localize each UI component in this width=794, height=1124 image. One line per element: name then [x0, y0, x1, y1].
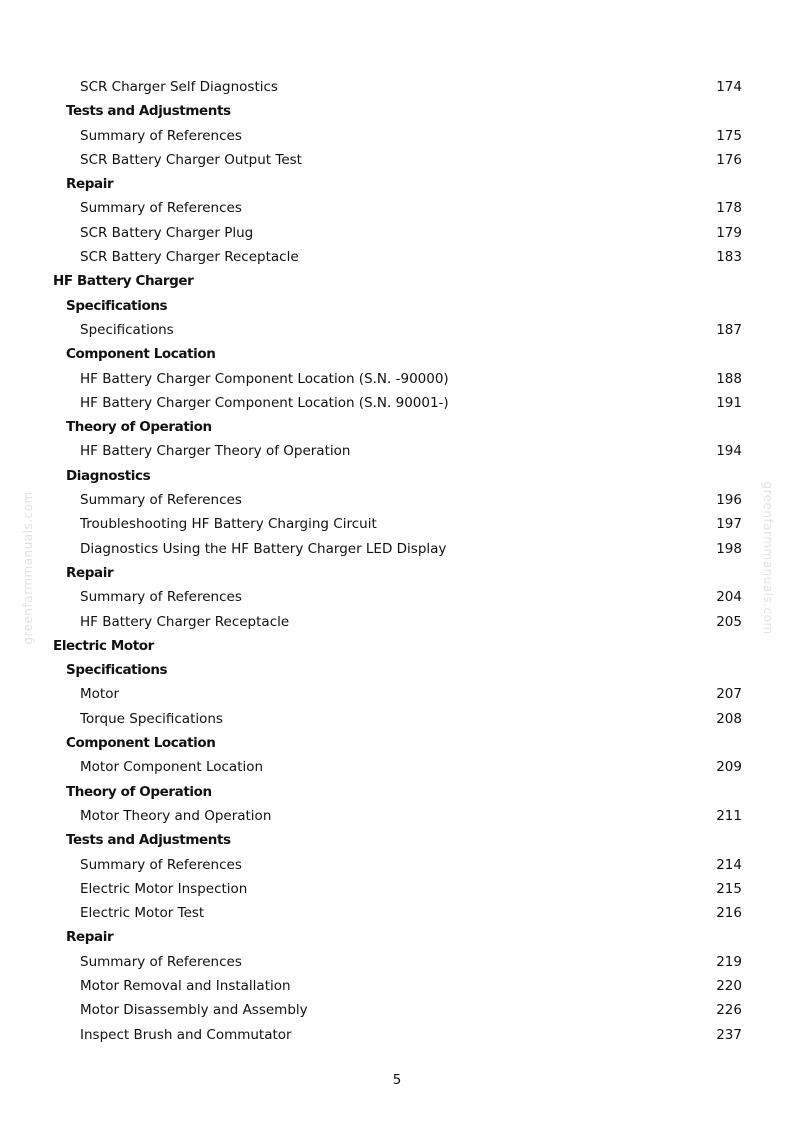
toc-entry-title: SCR Charger Self Diagnostics [80, 79, 278, 95]
toc-entry[interactable] [0, 1023, 794, 1047]
toc-chapter-title: Electric Motor [53, 637, 154, 654]
toc-entry[interactable] [0, 682, 794, 706]
toc-entry-title: Inspect Brush and Commutator [80, 1026, 292, 1043]
toc-entry[interactable] [0, 974, 794, 998]
toc-page-number: 188 [716, 370, 742, 387]
toc-entry[interactable] [0, 707, 794, 731]
toc-page-number: 179 [716, 224, 742, 241]
toc-section [0, 561, 794, 585]
toc-section [0, 172, 794, 196]
toc-section [0, 925, 794, 949]
toc-entry-title: HF Battery Charger Component Location (S.N. -90000) [80, 370, 449, 387]
toc-entry-title: Summary of References [80, 856, 242, 873]
toc-section-title: Repair [66, 176, 114, 193]
toc-entry-title: SCR Battery Charger Plug [80, 224, 254, 241]
toc-page-number: 204 [716, 589, 742, 606]
toc-page-number: 205 [716, 613, 742, 630]
toc-entry-title: Motor Disassembly and Assembly [80, 1002, 308, 1019]
toc-section [0, 464, 794, 488]
toc-chapter [0, 269, 794, 293]
toc-page-number: 196 [716, 492, 742, 509]
toc-entry[interactable] [0, 610, 794, 634]
toc-entry-title: Motor Theory and Operation [80, 807, 272, 824]
toc-page-number: 220 [716, 977, 742, 994]
toc-entry[interactable] [0, 537, 794, 561]
toc-page-number: 174 [716, 79, 742, 95]
toc-section [0, 731, 794, 755]
toc-section [0, 294, 794, 318]
toc-entry[interactable] [0, 75, 794, 99]
toc-entry-title: Summary of References [80, 127, 242, 144]
toc-entry-title: HF Battery Charger Receptacle [80, 613, 290, 630]
toc-page-number: 197 [716, 516, 742, 533]
toc-entry-title: Summary of References [80, 492, 242, 509]
toc-entry[interactable] [0, 196, 794, 220]
toc-entry[interactable] [0, 901, 794, 925]
toc-entry[interactable] [0, 950, 794, 974]
toc-section-title: Specifications [66, 662, 168, 679]
toc-entry[interactable] [0, 439, 794, 463]
toc-entry[interactable] [0, 148, 794, 172]
toc-entry-title: SCR Battery Charger Receptacle [80, 249, 299, 266]
toc-page-number: 208 [716, 710, 742, 727]
page-number: 5 [392, 1072, 402, 1088]
toc-entry[interactable] [0, 221, 794, 245]
toc-section-title: Component Location [66, 735, 216, 752]
toc-page-number: 183 [716, 249, 742, 266]
toc-entry[interactable] [0, 488, 794, 512]
toc-entry-title: HF Battery Charger Component Location (S.N. 90001-) [80, 394, 449, 411]
toc-page-number: 207 [716, 686, 742, 703]
toc-entry[interactable] [0, 804, 794, 828]
toc-entry-title: Motor Removal and Installation [80, 977, 291, 994]
toc-entry[interactable] [0, 755, 794, 779]
toc-section-title: Specifications [66, 297, 168, 314]
toc-entry[interactable] [0, 124, 794, 148]
toc-section-title: Theory of Operation [66, 783, 212, 800]
toc-page-number: 214 [716, 856, 742, 873]
toc-page-number: 176 [716, 151, 742, 168]
toc-entry[interactable] [0, 877, 794, 901]
toc-chapter-title: HF Battery Charger [53, 273, 194, 290]
toc-entry-title: Summary of References [80, 200, 242, 217]
toc-page-number: 191 [716, 394, 742, 411]
table-of-contents [0, 75, 794, 1047]
watermark-left: greenfarmmanuals.com [21, 491, 35, 645]
toc-section [0, 342, 794, 366]
toc-entry-title: SCR Battery Charger Output Test [80, 151, 302, 168]
toc-section-title: Tests and Adjustments [66, 832, 231, 849]
toc-entry-title: Torque Specifications [80, 710, 223, 727]
toc-entry-title: Summary of References [80, 589, 242, 606]
toc-entry-title: Motor Component Location [80, 759, 264, 776]
toc-page-number: 175 [716, 127, 742, 144]
toc-entry-title: Summary of References [80, 953, 242, 970]
toc-section [0, 658, 794, 682]
toc-page-number: 187 [716, 321, 742, 338]
toc-section [0, 828, 794, 852]
toc-section-title: Tests and Adjustments [66, 103, 231, 120]
toc-entry[interactable] [0, 318, 794, 342]
toc-chapter [0, 634, 794, 658]
toc-entry[interactable] [0, 998, 794, 1022]
toc-page-number: 194 [716, 443, 742, 460]
toc-page-number: 219 [716, 953, 742, 970]
toc-entry-title: Diagnostics Using the HF Battery Charger LED Display [80, 540, 447, 557]
toc-entry-title: HF Battery Charger Theory of Operation [80, 443, 351, 460]
toc-entry-title: Electric Motor Test [80, 905, 205, 922]
toc-section [0, 780, 794, 804]
toc-page-number: 226 [716, 1002, 742, 1019]
toc-section [0, 99, 794, 123]
watermark-right: greenfarmmanuals.com [761, 481, 775, 635]
toc-entry[interactable] [0, 853, 794, 877]
toc-page-number: 178 [716, 200, 742, 217]
toc-entry[interactable] [0, 245, 794, 269]
toc-section-title: Diagnostics [66, 467, 151, 484]
toc-page-number: 198 [716, 540, 742, 557]
toc-entry[interactable] [0, 391, 794, 415]
toc-entry[interactable] [0, 585, 794, 609]
toc-entry-title: Electric Motor Inspection [80, 880, 248, 897]
toc-section [0, 415, 794, 439]
toc-page-number: 216 [716, 905, 742, 922]
toc-page-number: 237 [716, 1026, 742, 1043]
toc-entry-title: Specifications [80, 321, 174, 338]
toc-entry[interactable] [0, 367, 794, 391]
toc-entry[interactable] [0, 512, 794, 536]
toc-page-number: 209 [716, 759, 742, 776]
toc-section-title: Theory of Operation [66, 419, 212, 436]
toc-section-title: Repair [66, 929, 114, 946]
toc-section-title: Component Location [66, 346, 216, 363]
toc-section-title: Repair [66, 564, 114, 581]
toc-page-number: 211 [716, 807, 742, 824]
toc-entry-title: Motor [80, 686, 120, 703]
toc-page-number: 215 [716, 880, 742, 897]
toc-entry-title: Troubleshooting HF Battery Charging Circuit [80, 516, 377, 533]
